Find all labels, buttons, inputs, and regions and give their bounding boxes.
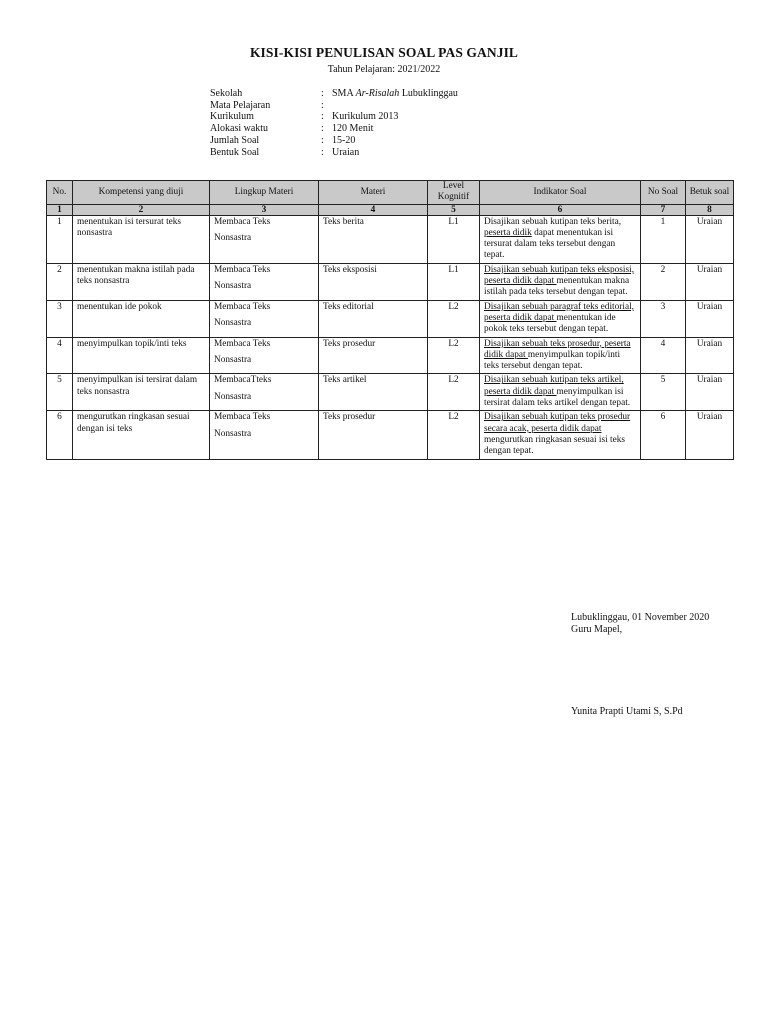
cell-level: L2 bbox=[428, 374, 480, 411]
cell-lingkup: Membaca Teks Nonsastra bbox=[210, 263, 319, 300]
cell-indikator: Disajikan sebuah kutipan teks prosedur secara acak, peserta didik dapat mengurutkan ringkasan sesuai isi teks dengan tepat. bbox=[480, 411, 641, 459]
cell-level: L2 bbox=[428, 411, 480, 459]
cell-bentuk: Uraian bbox=[686, 263, 734, 300]
cell-indikator: Disajikan sebuah paragraf teks editorial, peserta didik dapat menentukan ide pokok teks tersebut dengan tepat. bbox=[480, 300, 641, 337]
meta-label: Mata Pelajaran bbox=[210, 99, 271, 111]
meta-separator: : bbox=[321, 111, 324, 123]
cell-lingkup: Membaca Teks Nonsastra bbox=[210, 215, 319, 263]
meta-row bbox=[210, 147, 458, 159]
meta-separator: : bbox=[321, 123, 324, 135]
meta-label: Alokasi waktu bbox=[210, 123, 269, 135]
signature-name: Yunita Prapti Utami S, S.Pd bbox=[571, 706, 683, 717]
cell-kompetensi: menentukan makna istilah pada teks nonsastra bbox=[73, 263, 210, 300]
column-number: 7 bbox=[641, 204, 686, 215]
cell-lingkup: Membaca Teks Nonsastra bbox=[210, 300, 319, 337]
meta-label: Kurikulum bbox=[210, 111, 254, 123]
column-number: 3 bbox=[210, 204, 319, 215]
column-header: Betuk soal bbox=[686, 181, 734, 205]
meta-value: 120 Menit bbox=[332, 123, 374, 135]
column-number: 4 bbox=[319, 204, 428, 215]
cell-bentuk: Uraian bbox=[686, 215, 734, 263]
cell-bentuk: Uraian bbox=[686, 411, 734, 459]
cell-no-soal: 6 bbox=[641, 411, 686, 459]
meta-row bbox=[210, 123, 458, 135]
cell-kompetensi: menyimpulkan isi tersirat dalam teks nonsastra bbox=[73, 374, 210, 411]
column-number: 1 bbox=[47, 204, 73, 215]
cell-materi: Teks editorial bbox=[319, 300, 428, 337]
cell-bentuk: Uraian bbox=[686, 300, 734, 337]
column-header: Kompetensi yang diuji bbox=[73, 181, 210, 205]
cell-no: 3 bbox=[47, 300, 73, 337]
meta-separator: : bbox=[321, 134, 324, 146]
column-header: No. bbox=[47, 181, 73, 205]
cell-no: 6 bbox=[47, 411, 73, 459]
column-header: No Soal bbox=[641, 181, 686, 205]
cell-no-soal: 2 bbox=[641, 263, 686, 300]
meta-separator: : bbox=[321, 146, 324, 158]
table-row bbox=[47, 263, 734, 300]
kisi-kisi-table bbox=[46, 180, 734, 460]
meta-label: Bentuk Soal bbox=[210, 146, 260, 158]
meta-separator: : bbox=[321, 88, 324, 99]
meta-row bbox=[210, 100, 458, 112]
meta-value: SMA Ar-Risalah Lubuklinggau bbox=[332, 88, 458, 99]
document-title: KISI-KISI PENULISAN SOAL PAS GANJIL bbox=[249, 45, 519, 60]
signature-role: Guru Mapel, bbox=[571, 624, 623, 635]
cell-level: L2 bbox=[428, 300, 480, 337]
meta-row bbox=[210, 135, 458, 147]
column-number: 6 bbox=[480, 204, 641, 215]
column-header: Level Kognitif bbox=[428, 181, 480, 205]
cell-materi: Teks berita bbox=[319, 215, 428, 263]
table-row bbox=[47, 337, 734, 374]
column-number: 8 bbox=[686, 204, 734, 215]
cell-kompetensi: menentukan ide pokok bbox=[73, 300, 210, 337]
cell-indikator: Disajikan sebuah kutipan teks berita, peserta didik dapat menentukan isi tersurat dalam teks tersebut dengan tepat. bbox=[480, 215, 641, 263]
column-header: Indikator Soal bbox=[480, 181, 641, 205]
cell-no-soal: 1 bbox=[641, 215, 686, 263]
meta-value: Kurikulum 2013 bbox=[332, 111, 399, 123]
cell-bentuk: Uraian bbox=[686, 374, 734, 411]
table-row bbox=[47, 215, 734, 263]
meta-info bbox=[210, 88, 458, 158]
cell-kompetensi: menyimpulkan topik/inti teks bbox=[73, 337, 210, 374]
cell-level: L1 bbox=[428, 215, 480, 263]
cell-lingkup: Membaca Teks Nonsastra bbox=[210, 337, 319, 374]
header-row bbox=[47, 181, 734, 205]
cell-no: 4 bbox=[47, 337, 73, 374]
cell-no: 1 bbox=[47, 215, 73, 263]
meta-value: 15-20 bbox=[332, 134, 356, 146]
cell-indikator: Disajikan sebuah kutipan teks eksposisi, peserta didik dapat menentukan makna istilah pada teks tersebut dengan tepat. bbox=[480, 263, 641, 300]
meta-label: Jumlah Soal bbox=[210, 134, 260, 146]
cell-lingkup: Membaca Teks Nonsastra bbox=[210, 411, 319, 459]
cell-indikator: Disajikan sebuah kutipan teks artikel, peserta didik dapat menyimpulkan isi tersirat dalam teks artikel dengan tepat. bbox=[480, 374, 641, 411]
cell-materi: Teks artikel bbox=[319, 374, 428, 411]
cell-bentuk: Uraian bbox=[686, 337, 734, 374]
cell-no-soal: 5 bbox=[641, 374, 686, 411]
column-number: 2 bbox=[73, 204, 210, 215]
signature-block bbox=[571, 612, 709, 636]
meta-label: Sekolah bbox=[210, 88, 243, 99]
signature-place-date: Lubuklinggau, 01 November 2020 bbox=[571, 612, 710, 623]
meta-row bbox=[210, 111, 458, 123]
cell-level: L1 bbox=[428, 263, 480, 300]
cell-level: L2 bbox=[428, 337, 480, 374]
cell-no: 5 bbox=[47, 374, 73, 411]
document-subtitle: Tahun Pelajaran: 2021/2022 bbox=[327, 64, 441, 75]
cell-materi: Teks prosedur bbox=[319, 411, 428, 459]
table-row bbox=[47, 374, 734, 411]
cell-no-soal: 3 bbox=[641, 300, 686, 337]
meta-row bbox=[210, 88, 458, 100]
cell-no-soal: 4 bbox=[641, 337, 686, 374]
cell-indikator: Disajikan sebuah teks prosedur, peserta didik dapat menyimpulkan topik/inti teks tersebut dengan tepat. bbox=[480, 337, 641, 374]
meta-separator: : bbox=[321, 99, 324, 111]
column-number: 5 bbox=[428, 204, 480, 215]
cell-no: 2 bbox=[47, 263, 73, 300]
cell-lingkup: MembacaTteks Nonsastra bbox=[210, 374, 319, 411]
cell-materi: Teks prosedur bbox=[319, 337, 428, 374]
column-number-row bbox=[47, 204, 734, 215]
table-row bbox=[47, 300, 734, 337]
meta-value: Uraian bbox=[332, 146, 360, 158]
cell-kompetensi: menentukan isi tersurat teks nonsastra bbox=[73, 215, 210, 263]
cell-materi: Teks eksposisi bbox=[319, 263, 428, 300]
column-header: Materi bbox=[319, 181, 428, 205]
column-header: Lingkup Materi bbox=[210, 181, 319, 205]
cell-kompetensi: mengurutkan ringkasan sesuai dengan isi teks bbox=[73, 411, 210, 459]
table-row bbox=[47, 411, 734, 459]
